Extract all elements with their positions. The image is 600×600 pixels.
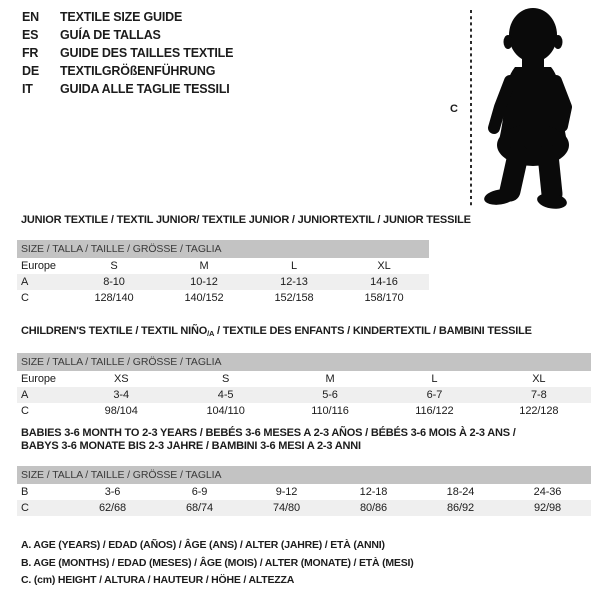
size-value-cell: 128/140 [94,292,134,304]
row-label: A [21,276,29,288]
footnote-line: B. AGE (MONTHS) / EDAD (MESES) / ÂGE (MOIS) / ALTER (MONATE) / ETÀ (MESI) [21,556,414,569]
size-value-cell: 86/92 [446,502,475,514]
size-value-cell: 7-8 [531,389,547,401]
size-value-cell: 3-6 [104,486,121,498]
footnote-line: A. AGE (YEARS) / EDAD (AÑOS) / ÂGE (ANS) / ALTER (JAHRE) / ETÀ (ANNI) [21,539,385,551]
table-title-text: / TEXTILE DES ENFANTS / KINDERTEXTIL / BAMBINI TESSILE [214,325,532,337]
baby-silhouette-figure [445,5,595,217]
row-label: C [21,292,29,304]
size-value-cell: 4-5 [217,389,234,401]
table-title-text: CHILDREN'S TEXTILE / TEXTIL NIÑO [21,325,208,337]
size-value-cell: 10-12 [190,276,218,288]
language-title: TEXTILE SIZE GUIDE [60,10,183,24]
size-value-cell: 122/128 [519,405,559,417]
footnotes [21,537,414,590]
size-value-cell: 6-7 [426,389,443,401]
table-row [17,258,429,274]
size-value-cell: M [325,373,335,385]
size-value-cell: 68/74 [185,502,214,514]
size-header-bar: SIZE / TALLA / TAILLE / GRÖSSE / TAGLIA [17,240,429,258]
table-title [21,214,471,227]
table-row [17,274,429,290]
size-value-cell: 14-16 [370,276,398,288]
language-title: TEXTILGRÖßENFÜHRUNG [60,64,216,78]
language-code: DE [22,64,39,78]
size-value-cell: L [431,373,438,385]
size-value-cell: 98/104 [104,405,138,417]
size-header-bar: SIZE / TALLA / TAILLE / GRÖSSE / TAGLIA [17,353,591,371]
height-measure-line [469,5,473,211]
table-title-text: BABYS 3-6 MONATE BIS 2-3 JAHRE / BAMBINI 3-6 MESI A 2-3 ANNI [21,440,361,452]
table-title-text: JUNIOR TEXTILE / TEXTIL JUNIOR/ TEXTILE JUNIOR / JUNIORTEXTIL / JUNIOR TESSILE [21,214,471,226]
size-value-cell: XL [532,373,546,385]
table-row [17,500,591,516]
row-label: C [21,405,29,417]
table-row [17,371,591,387]
table-title-line [21,440,591,453]
size-value-cell: 74/80 [272,502,301,514]
language-row [22,62,233,80]
table-row [17,387,591,403]
language-row [22,8,233,26]
language-code: IT [22,82,33,96]
size-table [17,214,471,306]
size-value-cell: 80/86 [359,502,388,514]
height-measure-label: C [450,103,458,115]
language-row [22,26,233,44]
size-value-cell: 6-9 [191,486,208,498]
row-label: Europe [21,260,56,272]
size-value-cell: 12-18 [359,486,388,498]
size-value-cell: 62/68 [98,502,127,514]
size-value-cell: 8-10 [103,276,125,288]
size-value-cell: 9-12 [275,486,298,498]
size-table [17,427,591,516]
table-title-text: BABIES 3-6 MONTH TO 2-3 YEARS / BEBÉS 3-6 MESES A 2-3 AÑOS / BÉBÉS 3-6 MOIS À 2-3 ANS / [21,427,516,439]
size-value-cell: S [110,260,118,272]
size-value-cell: 104/110 [206,405,245,417]
language-code: EN [22,10,39,24]
language-title: GUIDA ALLE TAGLIE TESSILI [60,82,230,96]
language-list [22,8,233,98]
language-code: ES [22,28,39,42]
size-value-cell: 110/116 [311,405,349,417]
row-label: B [21,486,29,498]
size-value-cell: XL [377,260,391,272]
size-value-cell: 12-13 [280,276,308,288]
language-row [22,80,233,98]
table-title [21,325,591,340]
table-title-line [21,325,591,340]
size-value-cell: 18-24 [446,486,475,498]
size-header-bar: SIZE / TALLA / TAILLE / GRÖSSE / TAGLIA [17,466,591,484]
table-row [17,403,591,419]
size-value-cell: 5-6 [322,389,338,401]
table-title-line [21,214,471,227]
footnote-line: C. (cm) HEIGHT / ALTURA / HAUTEUR / HÖHE / ALTEZZA [21,574,295,586]
table-title [21,427,591,453]
language-title: GUÍA DE TALLAS [60,28,161,42]
table-row [17,484,591,500]
size-value-cell: 92/98 [533,502,562,514]
toddler-silhouette-icon [481,7,581,209]
language-code: FR [22,46,39,60]
row-label: C [21,502,29,514]
language-title: GUIDE DES TAILLES TEXTILE [60,46,234,60]
table-title-line [21,427,591,440]
size-value-cell: L [290,260,298,272]
table-row [17,290,429,306]
size-value-cell: 3-4 [113,389,129,401]
size-value-cell: 140/152 [184,292,224,304]
row-label: Europe [21,373,56,385]
row-label: A [21,389,29,401]
size-value-cell: 152/158 [274,292,314,304]
size-value-cell: 116/122 [415,405,454,417]
size-value-cell: 24-36 [533,486,562,498]
table-title-text: /A [207,329,215,338]
language-row [22,44,233,62]
size-value-cell: XS [113,373,129,385]
size-value-cell: M [199,260,209,272]
size-table [17,325,591,419]
size-value-cell: S [221,373,230,385]
size-value-cell: 158/170 [364,292,404,304]
